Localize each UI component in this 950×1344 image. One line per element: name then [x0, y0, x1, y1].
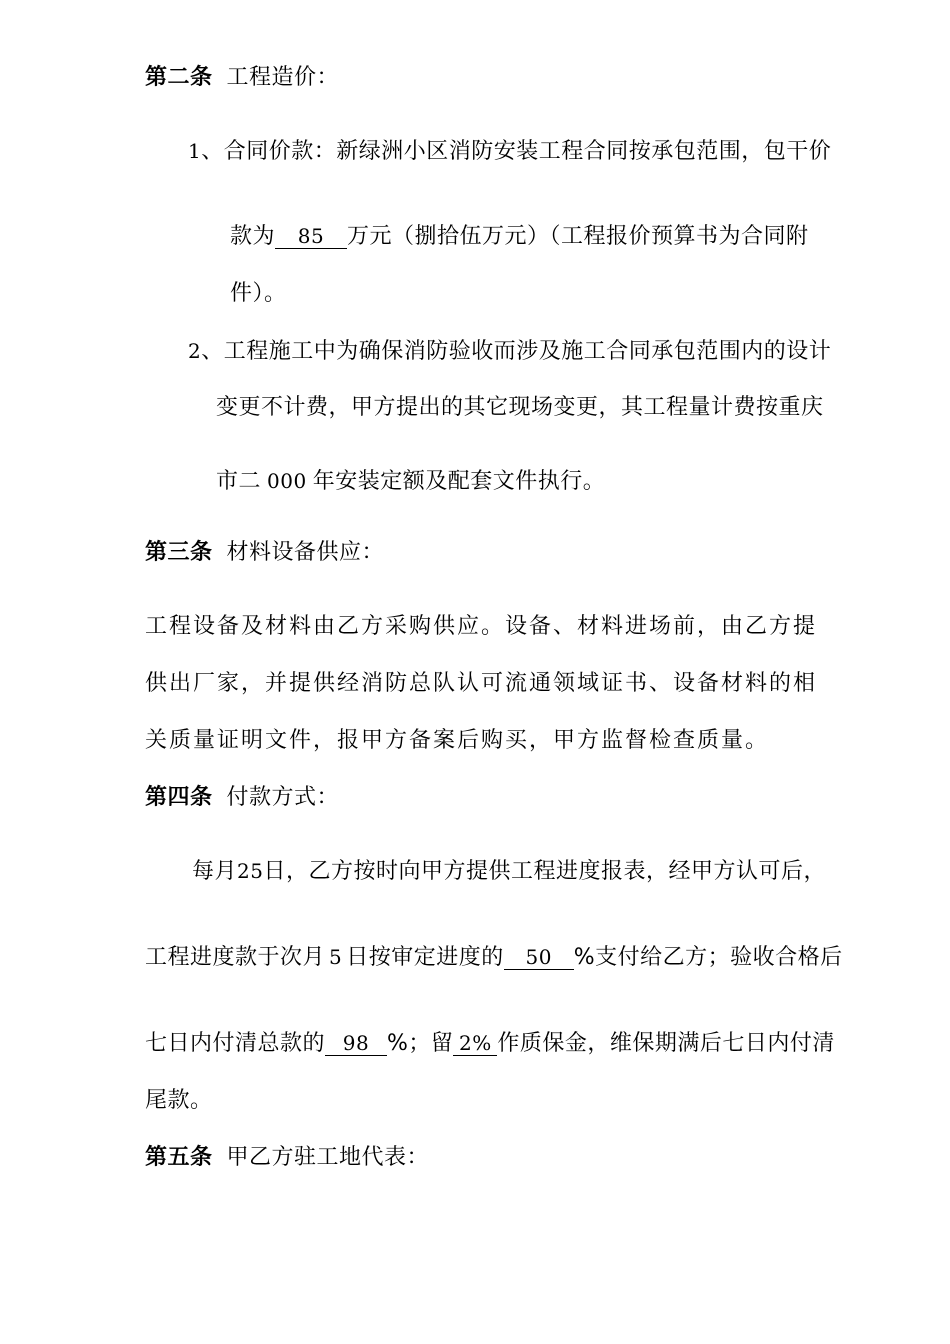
article3-para-line2	[145, 669, 817, 699]
article3-para-text1: 工程设备及材料由乙方采购供应。设备、材料进场前，由乙方提	[145, 614, 818, 639]
article3-heading	[145, 538, 384, 568]
article2-item2-year: 000	[267, 469, 307, 493]
article2-item2-line3	[216, 466, 605, 497]
article4-day: 25	[237, 859, 264, 883]
article4-l2-mid: 日按审定进度的	[346, 945, 504, 970]
article2-item2-text3-post: 年安装定额及配套文件执行。	[312, 469, 606, 494]
article3-label: 第三条	[145, 540, 213, 565]
article2-item2-text3-pre: 市二	[216, 469, 262, 494]
article3-title: 材料设备供应：	[226, 540, 385, 565]
article2-item2-line2	[216, 393, 824, 423]
article2-label: 第二条	[145, 65, 213, 90]
article4-l3-pre: 七日内付清总款的	[145, 1031, 326, 1056]
article4-l3-mid: %；留	[387, 1031, 454, 1056]
article2-item1-line2	[230, 222, 809, 252]
article4-title: 付款方式：	[226, 785, 340, 810]
article4-label: 第四条	[145, 785, 213, 810]
article4-heading	[145, 783, 339, 813]
article2-item1-num: 1	[188, 139, 202, 163]
article2-item2-sep: 、	[201, 339, 224, 364]
article4-l3-post: 作质保金，维保期满后七日内付清	[497, 1031, 835, 1056]
article2-item1-line1	[188, 136, 831, 167]
article2-item2-text2: 变更不计费，甲方提出的其它现场变更，其工程量计费按重庆	[216, 395, 824, 420]
article2-item1-text2-pre: 款为	[230, 224, 276, 249]
article2-item1-text2-post: 万元（捌拾伍万元）（工程报价预算书为合同附	[347, 224, 809, 249]
article4-pay-day: 5	[329, 945, 343, 969]
article2-heading	[145, 63, 339, 93]
article2-item1-text1: 合同价款：新绿洲小区消防安装工程合同按承包范围，包干价	[223, 139, 832, 164]
article2-title: 工程造价：	[226, 65, 340, 90]
article3-para-text3: 关质量证明文件，报甲方备案后购买，甲方监督检查质量。	[145, 728, 770, 753]
article2-item2-text1: 工程施工中为确保消防验收而涉及施工合同承包范围内的设计	[223, 339, 832, 364]
article2-item2-num: 2	[188, 339, 202, 363]
article4-line1	[192, 856, 826, 887]
article4-l2-pre: 工程进度款于次月	[145, 945, 326, 970]
article4-line3	[145, 1029, 835, 1059]
progress-pct-blank: 50	[504, 945, 574, 970]
article4-l1-post: 日，乙方按时向甲方提供工程进度报表，经甲方认可后，	[263, 859, 826, 884]
article3-para-line1	[145, 612, 817, 642]
article2-item1-line3	[230, 279, 287, 309]
article4-line2	[145, 942, 843, 973]
contract-amount-blank: 85	[275, 224, 347, 249]
article4-l4: 尾款。	[145, 1088, 213, 1113]
article4-l1-pre: 每月	[192, 859, 238, 884]
article5-title: 甲乙方驻工地代表：	[226, 1145, 430, 1170]
article3-para-line3	[145, 726, 769, 756]
final-pct-blank: 98	[325, 1031, 387, 1056]
article5-label: 第五条	[145, 1145, 213, 1170]
article2-item1-text3: 件）。	[230, 281, 287, 306]
article2-item1-sep: 、	[201, 139, 224, 164]
retention-blank: 2%	[453, 1031, 497, 1056]
article5-heading	[145, 1143, 429, 1173]
article3-para-text2: 供出厂家，并提供经消防总队认可流通领域证书、设备材料的相	[145, 671, 818, 696]
article2-item2-line1	[188, 336, 831, 367]
article4-line4	[145, 1086, 213, 1116]
article4-l2-post: %支付给乙方；验收合格后	[573, 945, 843, 970]
